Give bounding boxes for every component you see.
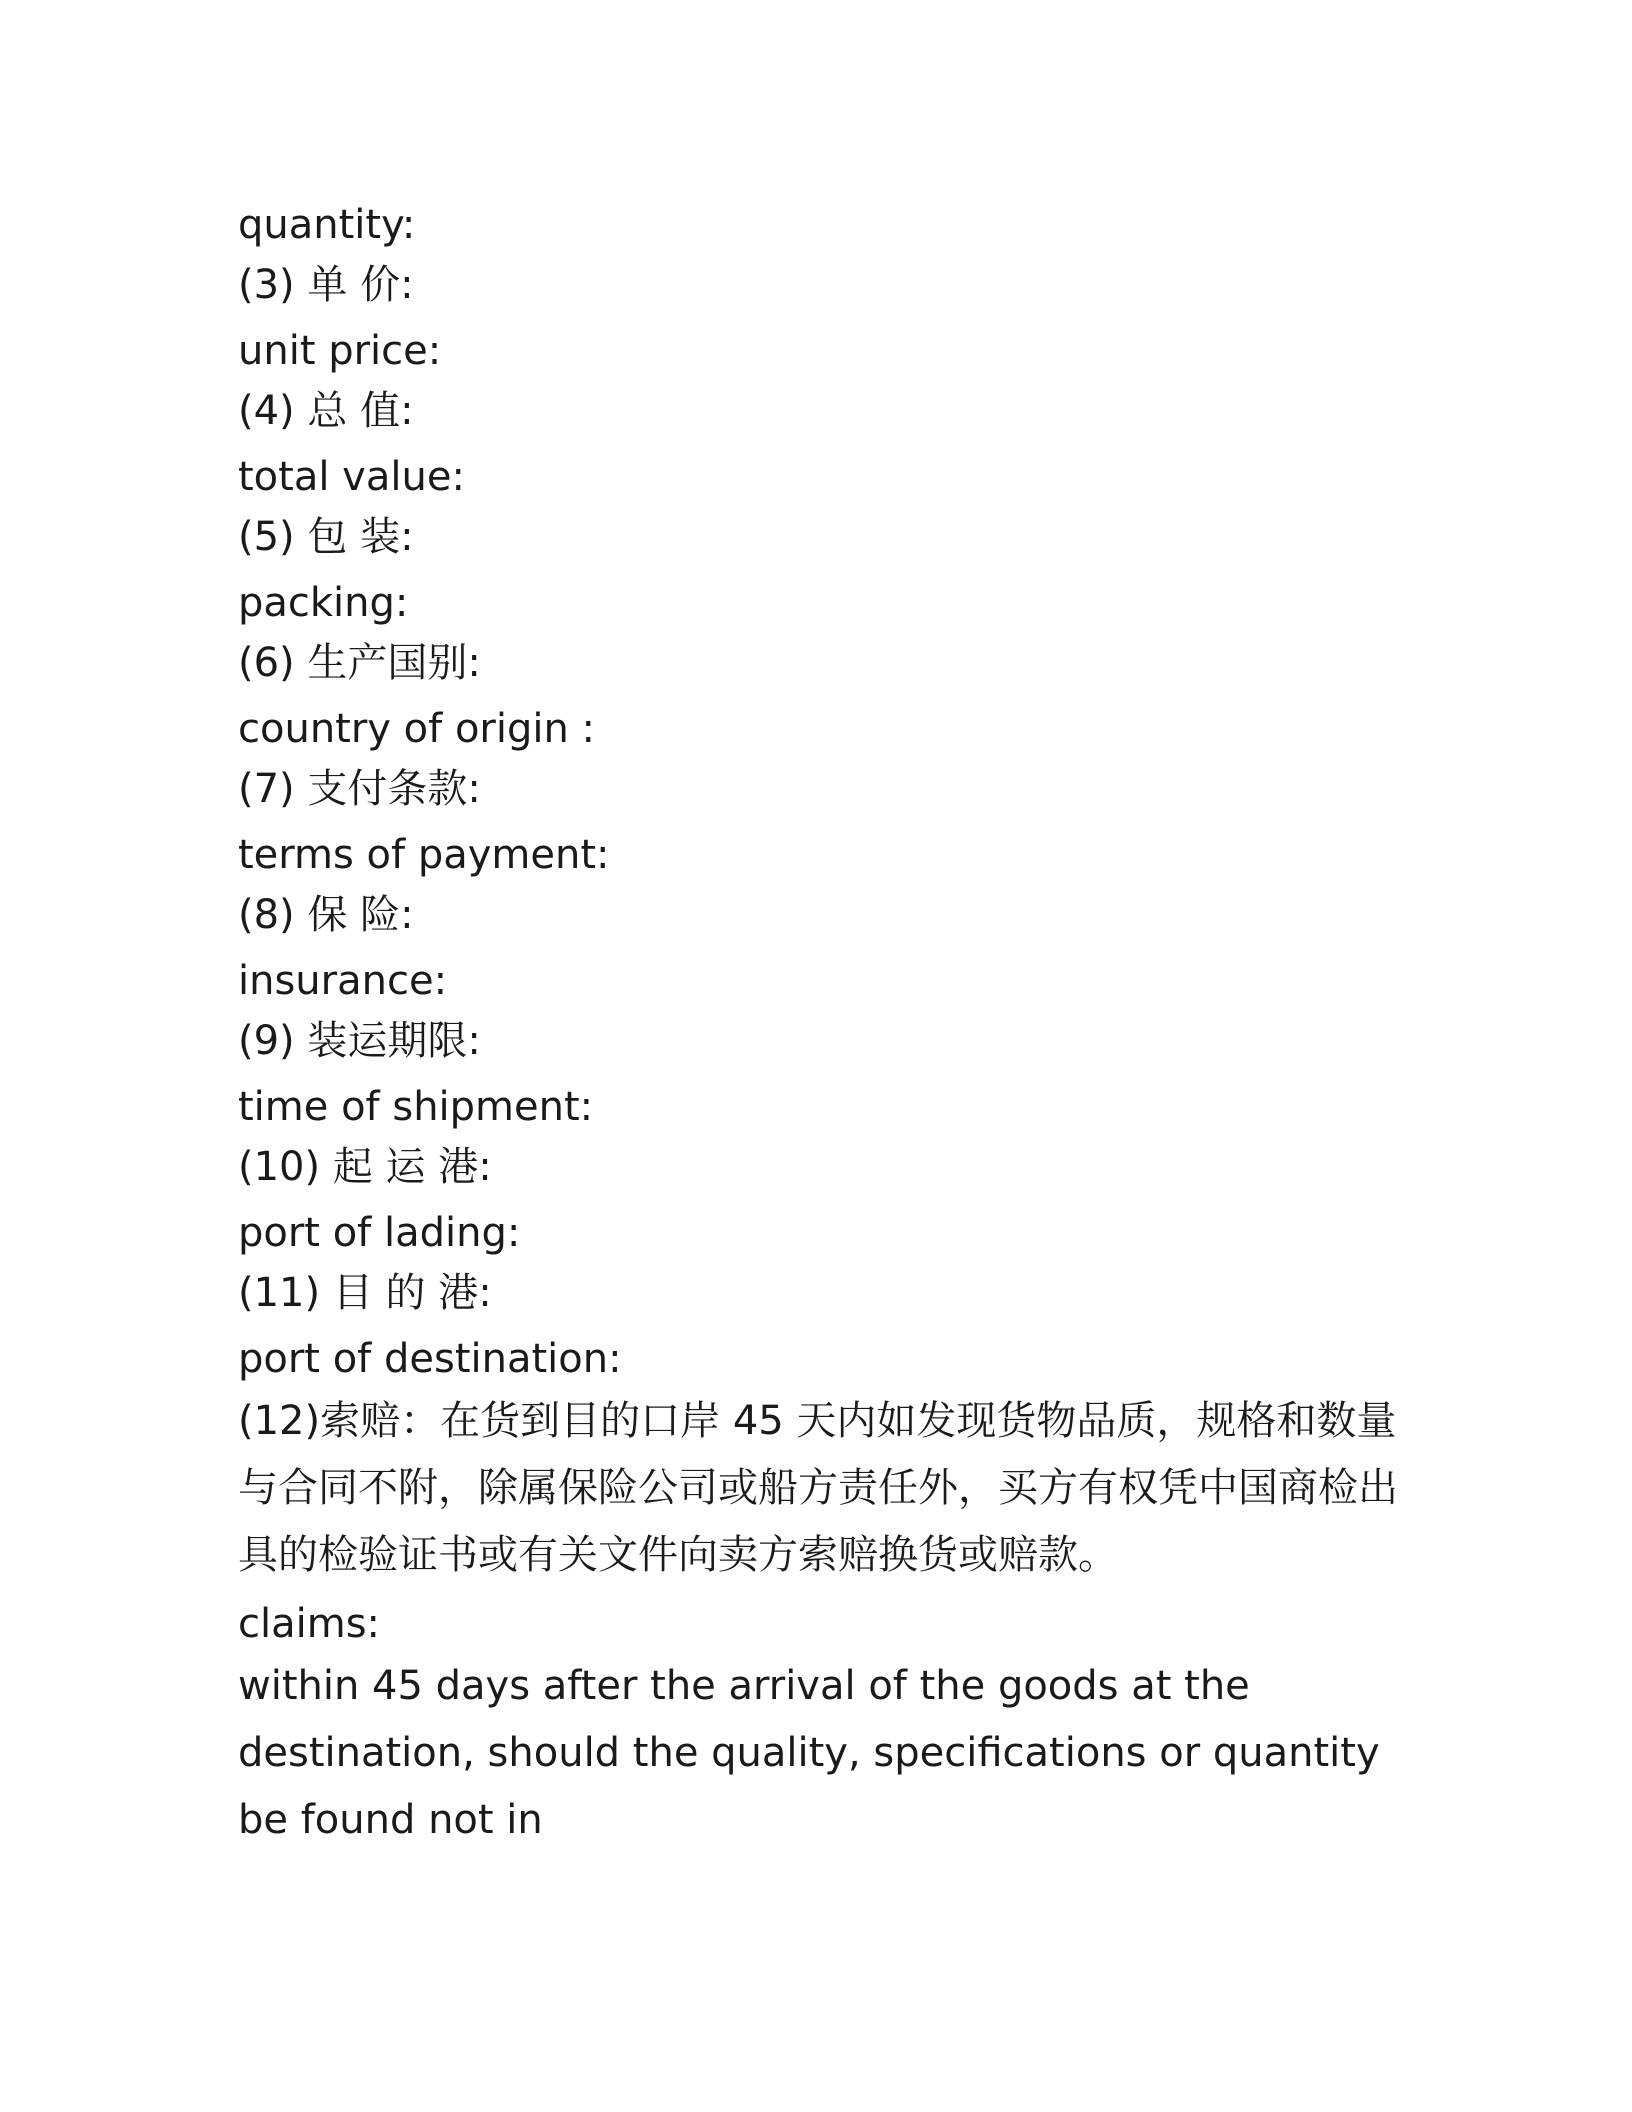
term-label-en: terms of payment: (238, 832, 610, 878)
term-label-zh: (4) 总 值: (238, 388, 414, 434)
term-label-en: port of lading: (238, 1210, 521, 1256)
term-label-zh: (10) 起 运 港: (238, 1144, 492, 1190)
claims-heading-en: claims: (238, 1601, 381, 1647)
term-label-zh: (3) 单 价: (238, 262, 414, 308)
claims-paragraph-en: within 45 days after the arrival of the goods at the destination, should the quality, specifications or quantity be found not in (238, 1663, 1380, 1843)
term-label-en: insurance: (238, 958, 448, 1004)
term-label-zh: (9) 装运期限: (238, 1018, 481, 1064)
term-label-en: total value: (238, 454, 465, 500)
term-label-en: unit price: (238, 328, 442, 374)
term-label-en: time of shipment: (238, 1084, 594, 1130)
term-label-en: quantity: (238, 202, 416, 248)
claims-paragraph-zh: (12)索赔：在货到目的口岸 45 天内如发现货物品质，规格和数量与合同不附，除属保险公司或船方责任外，买方有权凭中国商检出具的检验证书或有关文件向卖方索赔换货或赔款。 (238, 1398, 1398, 1578)
term-label-zh: (5) 包 装: (238, 514, 414, 560)
term-label-en: port of destination: (238, 1336, 622, 1382)
term-label-zh: (7) 支付条款: (238, 766, 481, 812)
term-label-zh: (6) 生产国别: (238, 640, 481, 686)
term-label-en: packing: (238, 580, 409, 626)
term-label-en: country of origin : (238, 706, 596, 752)
term-label-zh: (11) 目 的 港: (238, 1270, 492, 1316)
contract-terms (238, 196, 1418, 1854)
term-label-zh: (8) 保 险: (238, 892, 414, 938)
